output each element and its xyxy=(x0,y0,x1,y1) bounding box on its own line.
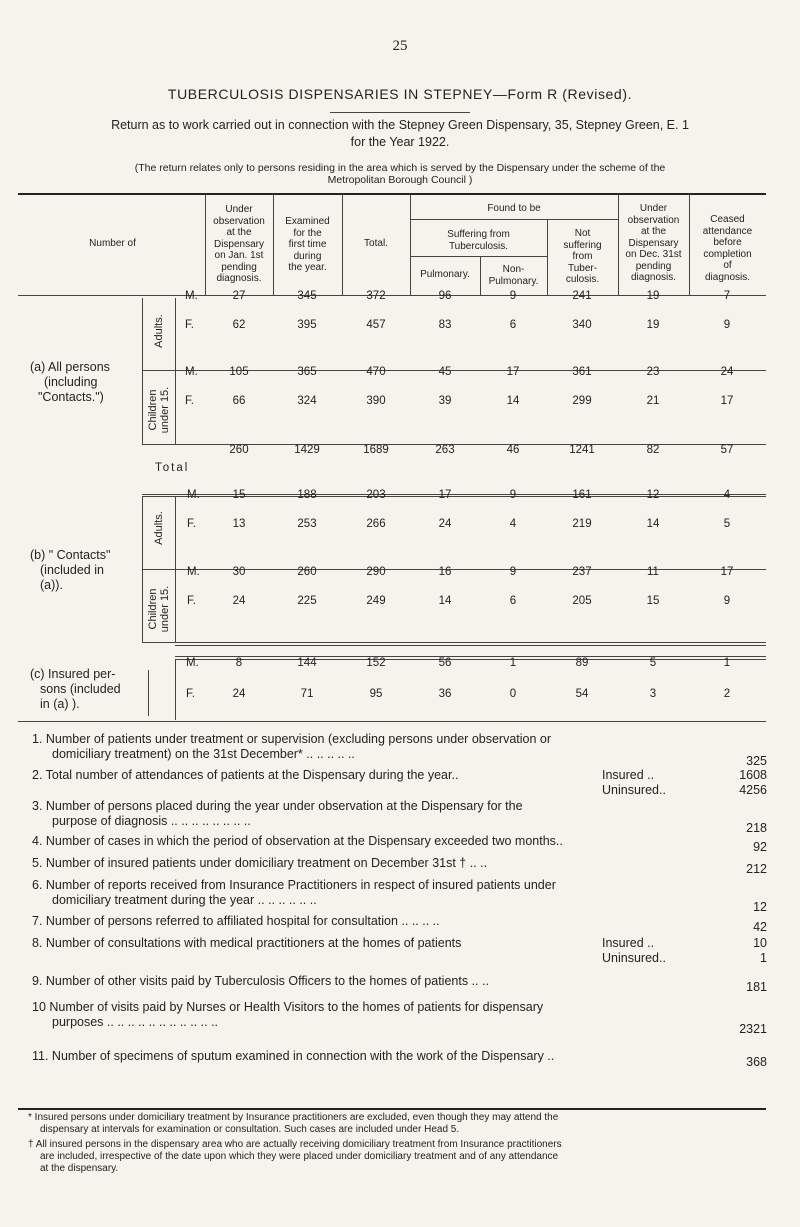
summary-item xyxy=(32,799,767,835)
item-text-continued: purposes .. .. .. .. .. .. .. .. .. .. .. xyxy=(52,1015,219,1029)
item-value: 181 xyxy=(746,980,767,994)
table-cell: 56 xyxy=(438,657,452,669)
table-cell: 7 xyxy=(723,290,731,302)
table-cell: 14 xyxy=(646,518,660,530)
item-sublabel: Insured .. xyxy=(602,768,655,782)
sex-cell: M. xyxy=(187,566,200,578)
table-cell: 9 xyxy=(509,566,517,578)
group-label-a: (a) All persons (including "Contacts.") xyxy=(30,360,110,404)
brace-c xyxy=(148,670,163,716)
item-text: 3. Number of persons placed during the year under observation at the Dispensary for the xyxy=(32,799,523,813)
summary-item xyxy=(32,768,767,797)
header-examined: Examined for the first time during the year. xyxy=(285,216,330,273)
item-text-continued: domiciliary treatment during the year .. .. .. .. .. .. xyxy=(52,893,317,907)
table-cell: 1241 xyxy=(569,444,595,456)
sex-cell: F. xyxy=(187,595,196,607)
table-cell: 13 xyxy=(232,518,246,530)
item-text: 2. Total number of attendances of patients at the Dispensary during the year.. xyxy=(32,768,459,782)
table-cell: 30 xyxy=(232,566,246,578)
header-number-of: Number of xyxy=(89,238,136,249)
sex-cell: F. xyxy=(186,688,195,700)
table-cell: 6 xyxy=(509,319,517,331)
table-cell: 152 xyxy=(366,657,386,669)
summary-item xyxy=(32,1049,767,1069)
item-text-continued: purpose of diagnosis .. .. .. .. .. .. .. .. xyxy=(52,814,251,828)
item-text: 6. Number of reports received from Insurance Practitioners in respect of insured patients under xyxy=(32,878,556,892)
table-cell: 299 xyxy=(572,395,592,407)
sublabel-adults-b: Adults. xyxy=(153,511,165,545)
table-cell: 9 xyxy=(723,319,731,331)
table-cell: 15 xyxy=(646,595,660,607)
item-value: 368 xyxy=(746,1055,767,1069)
footnote-insured: * Insured persons under domiciliary treatment by Insurance practitioners are excluded, even though they may attend the dispensary at intervals for examination or consultation. Such cases are included under Head 5. xyxy=(28,1112,559,1135)
table-cell: 17 xyxy=(506,366,520,378)
row-divider xyxy=(142,642,766,643)
table-cell: 365 xyxy=(297,366,317,378)
table-cell: 340 xyxy=(572,319,592,331)
table-top-rule xyxy=(18,193,766,195)
header-under-observation-jan: Under observation at the Dispensary on Jan. 1st pending diagnosis. xyxy=(213,204,265,284)
table-cell: 89 xyxy=(575,657,589,669)
item-value: 218 xyxy=(746,821,767,835)
table-cell: 4 xyxy=(509,518,517,530)
header-found-to-be: Found to be xyxy=(487,203,541,214)
table-cell: 17 xyxy=(720,395,734,407)
table-cell: 16 xyxy=(438,566,452,578)
table-cell: 225 xyxy=(297,595,317,607)
table-cell: 95 xyxy=(369,688,383,700)
found-to-be-rule xyxy=(410,219,618,220)
table-cell: 62 xyxy=(232,319,246,331)
table-cell: 12 xyxy=(646,489,660,501)
header-total: Total. xyxy=(364,238,388,249)
table-cell: 54 xyxy=(575,688,589,700)
item-value: 2321 xyxy=(739,1022,767,1036)
table-cell: 8 xyxy=(235,657,243,669)
item-text: 5. Number of insured patients under domiciliary treatment on December 31st † .. .. xyxy=(32,856,488,870)
table-cell: 2 xyxy=(723,688,731,700)
item-value: 325 xyxy=(746,754,767,768)
sublabel-children-a: Children under 15. xyxy=(147,386,171,434)
item-text: 1. Number of patients under treatment or supervision (excluding persons under observation or xyxy=(32,732,552,746)
item-value: 10 xyxy=(753,936,767,950)
table-cell: 45 xyxy=(438,366,452,378)
table-cell: 14 xyxy=(506,395,520,407)
table-cell: 9 xyxy=(509,489,517,501)
return-line-2: for the Year 1922. xyxy=(350,135,450,149)
table-cell: 66 xyxy=(232,395,246,407)
table-cell: 83 xyxy=(438,319,452,331)
table-cell: 219 xyxy=(572,518,592,530)
table-cell: 372 xyxy=(366,290,386,302)
table-cell: 27 xyxy=(232,290,246,302)
table-cell: 1 xyxy=(723,657,731,669)
table-bottom-rule xyxy=(18,721,766,722)
table-cell: 17 xyxy=(438,489,452,501)
table-cell: 249 xyxy=(366,595,386,607)
title-rule xyxy=(330,112,470,113)
summary-item xyxy=(32,732,767,768)
item-value: 42 xyxy=(753,920,767,934)
sex-cell: M. xyxy=(186,657,199,669)
table-cell: 11 xyxy=(647,566,659,578)
table-cell: 15 xyxy=(232,489,246,501)
footnote-all-insured: † All insured persons in the dispensary area who are actually receiving domiciliary treatment from Insurance practitioners are included, irrespective of the date upon which they were placed under domiciliary treatment and of any attendance at the dispensary. xyxy=(28,1139,562,1174)
table-cell: 266 xyxy=(366,518,386,530)
table-cell: 82 xyxy=(646,444,660,456)
scope-note-line-2: Metropolitan Borough Council ) xyxy=(327,174,473,186)
table-cell: 263 xyxy=(435,444,455,456)
item-text: 11. Number of specimens of sputum examined in connection with the work of the Dispensary .. xyxy=(32,1049,555,1063)
item-value: 12 xyxy=(753,900,767,914)
sex-cell: M. xyxy=(185,366,198,378)
table-cell: 0 xyxy=(509,688,517,700)
summary-item xyxy=(32,878,767,914)
summary-item xyxy=(32,974,767,994)
header-under-observation-dec: Under observation at the Dispensary on Dec. 31st pending diagnosis. xyxy=(625,203,682,283)
scope-note xyxy=(40,162,760,186)
item-text: 7. Number of persons referred to affiliated hospital for consultation .. .. .. .. xyxy=(32,914,440,928)
sex-cell: M. xyxy=(187,489,200,501)
total-label: Total xyxy=(155,462,190,474)
table-cell: 14 xyxy=(438,595,452,607)
item-value: 1 xyxy=(760,951,767,965)
table-cell: 105 xyxy=(229,366,249,378)
table-cell: 345 xyxy=(297,290,317,302)
table-cell: 46 xyxy=(506,444,520,456)
table-cell: 188 xyxy=(297,489,317,501)
item-text: 4. Number of cases in which the period of observation at the Dispensary exceeded two months.. xyxy=(32,834,563,848)
header-non-pulmonary: Non- Pulmonary. xyxy=(488,264,539,287)
table-cell: 237 xyxy=(572,566,592,578)
sublabel-adults-a: Adults. xyxy=(153,314,165,348)
group-label-b: (b) " Contacts" (included in (a)). xyxy=(30,548,111,592)
summary-item xyxy=(32,834,767,854)
table-cell: 390 xyxy=(366,395,386,407)
item-text: 8. Number of consultations with medical practitioners at the homes of patients xyxy=(32,936,462,950)
table-cell: 24 xyxy=(720,366,734,378)
summary-item xyxy=(32,914,767,934)
table-cell: 161 xyxy=(572,489,592,501)
table-cell: 1 xyxy=(509,657,517,669)
sex-cell: M. xyxy=(185,290,198,302)
table-cell: 205 xyxy=(572,595,592,607)
item-sublabel: Uninsured.. xyxy=(602,951,666,965)
table-cell: 457 xyxy=(366,319,386,331)
header-suffering: Suffering from Tuberculosis. xyxy=(447,229,510,252)
page-title: TUBERCULOSIS DISPENSARIES IN STEPNEY—Form R (Revised). xyxy=(167,86,633,102)
item-text-continued: domiciliary treatment) on the 31st December* .. .. .. .. .. xyxy=(52,747,355,761)
table-cell: 1689 xyxy=(363,444,389,456)
item-value: 1608 xyxy=(739,768,767,782)
return-line-1: Return as to work carried out in connection with the Stepney Green Dispensary, 35, Stepney Green, E. 1 xyxy=(111,118,689,132)
table-cell: 470 xyxy=(366,366,386,378)
table-cell: 144 xyxy=(297,657,317,669)
table-cell: 23 xyxy=(646,366,660,378)
table-cell: 260 xyxy=(229,444,249,456)
table-cell: 71 xyxy=(300,688,314,700)
header-ceased: Ceased attendance before completion of diagnosis. xyxy=(702,214,753,283)
sex-cell: F. xyxy=(185,319,194,331)
table-cell: 260 xyxy=(297,566,317,578)
table-cell: 5 xyxy=(723,518,731,530)
table-cell: 6 xyxy=(509,595,517,607)
footnote-rule xyxy=(18,1108,766,1110)
table-cell: 253 xyxy=(297,518,317,530)
group-label-c: (c) Insured per- sons (included in (a) ). xyxy=(30,667,121,711)
table-cell: 57 xyxy=(720,444,734,456)
sex-cell: F. xyxy=(185,395,194,407)
item-sublabel: Insured .. xyxy=(602,936,655,950)
header-pulmonary: Pulmonary. xyxy=(420,269,470,280)
table-cell: 17 xyxy=(720,566,734,578)
header-not-suffering: Not suffering from Tuber- culosis. xyxy=(563,228,602,285)
scope-note-line-1: (The return relates only to persons residing in the area which is served by the Dispensary under the scheme of the xyxy=(134,162,666,174)
table-cell: 3 xyxy=(649,688,657,700)
table-cell: 19 xyxy=(646,290,660,302)
row-divider xyxy=(175,645,766,646)
table-cell: 96 xyxy=(438,290,452,302)
group-divider xyxy=(175,660,176,720)
table-cell: 290 xyxy=(366,566,386,578)
sex-cell: F. xyxy=(187,518,196,530)
table-cell: 9 xyxy=(723,595,731,607)
group-divider xyxy=(175,298,176,444)
table-cell: 1429 xyxy=(294,444,320,456)
table-cell: 24 xyxy=(438,518,452,530)
table-cell: 5 xyxy=(649,657,657,669)
table-cell: 9 xyxy=(509,290,517,302)
table-cell: 21 xyxy=(646,395,660,407)
item-value: 212 xyxy=(746,862,767,876)
table-cell: 395 xyxy=(297,319,317,331)
item-text: 9. Number of other visits paid by Tuberculosis Officers to the homes of patients .. .. xyxy=(32,974,489,988)
sublabel-children-b: Children under 15. xyxy=(147,585,171,633)
page-number: 25 xyxy=(392,38,408,54)
item-text: 10 Number of visits paid by Nurses or Health Visitors to the homes of patients for dispensary xyxy=(32,1000,544,1014)
table-cell: 4 xyxy=(723,489,731,501)
table-cell: 203 xyxy=(366,489,386,501)
item-value: 4256 xyxy=(739,783,767,797)
table-cell: 241 xyxy=(572,290,592,302)
item-sublabel: Uninsured.. xyxy=(602,783,666,797)
summary-item xyxy=(32,856,767,876)
table-cell: 36 xyxy=(438,688,452,700)
table-cell: 19 xyxy=(646,319,660,331)
table-cell: 24 xyxy=(232,595,246,607)
summary-item xyxy=(32,1000,767,1036)
group-divider xyxy=(142,298,143,444)
table-cell: 324 xyxy=(297,395,317,407)
item-value: 92 xyxy=(753,840,767,854)
table-cell: 24 xyxy=(232,688,246,700)
suffering-rule xyxy=(410,256,547,257)
summary-item xyxy=(32,936,767,965)
table-cell: 39 xyxy=(438,395,452,407)
table-cell: 361 xyxy=(572,366,592,378)
